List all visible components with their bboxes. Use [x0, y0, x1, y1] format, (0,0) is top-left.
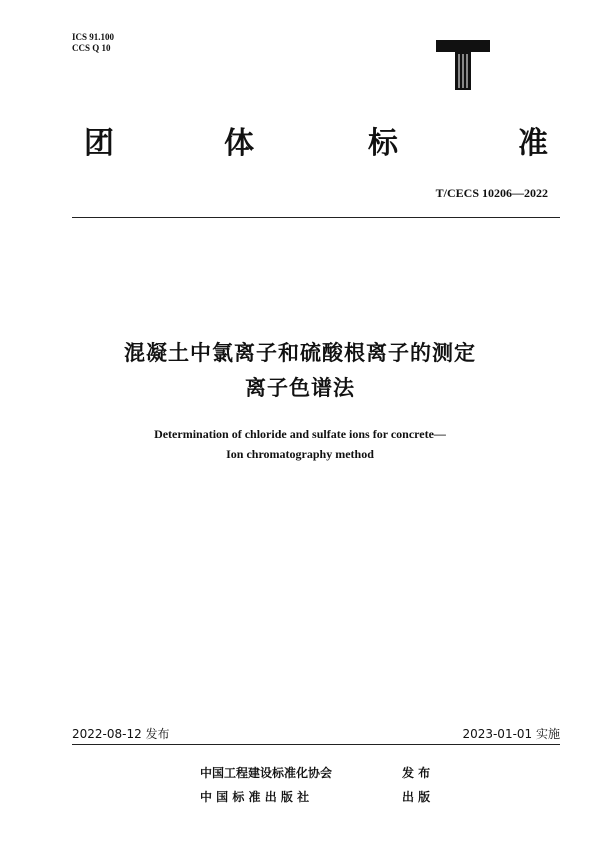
standard-number: T/CECS 10206—2022 [435, 186, 548, 200]
english-title-line-2: Ion chromatography method [226, 447, 374, 461]
issuer-action: 发 布 [402, 766, 431, 780]
standard-type-char-3: 标 [368, 126, 398, 161]
chinese-title-line-1: 混凝土中氯离子和硫酸根离子的测定 [124, 341, 476, 365]
english-title-line-1: Determination of chloride and sulfate ions for concrete— [154, 427, 446, 441]
press-action: 出 版 [402, 790, 431, 804]
standard-type-char-4: 准 [518, 126, 548, 161]
standard-type-heading [72, 124, 562, 164]
standard-type-char-1: 团 [84, 126, 114, 161]
chinese-title-line-2: 离子色谱法 [245, 376, 355, 400]
ics-code: ICS 91.100 [72, 32, 115, 42]
issue-date: 2022-08-12 发布 [72, 727, 170, 741]
bottom-divider [72, 744, 560, 745]
classification-codes [72, 32, 114, 54]
implementation-date: 2023-01-01 实施 [462, 727, 560, 741]
top-divider [72, 217, 560, 218]
issuer-name: 中国工程建设标准化协会 [200, 766, 333, 780]
press-name: 中 国 标 准 出 版 社 [200, 790, 310, 804]
standard-type-char-2: 体 [224, 126, 254, 161]
standard-t-logo [436, 40, 490, 90]
ccs-code: CCS Q 10 [72, 43, 111, 53]
